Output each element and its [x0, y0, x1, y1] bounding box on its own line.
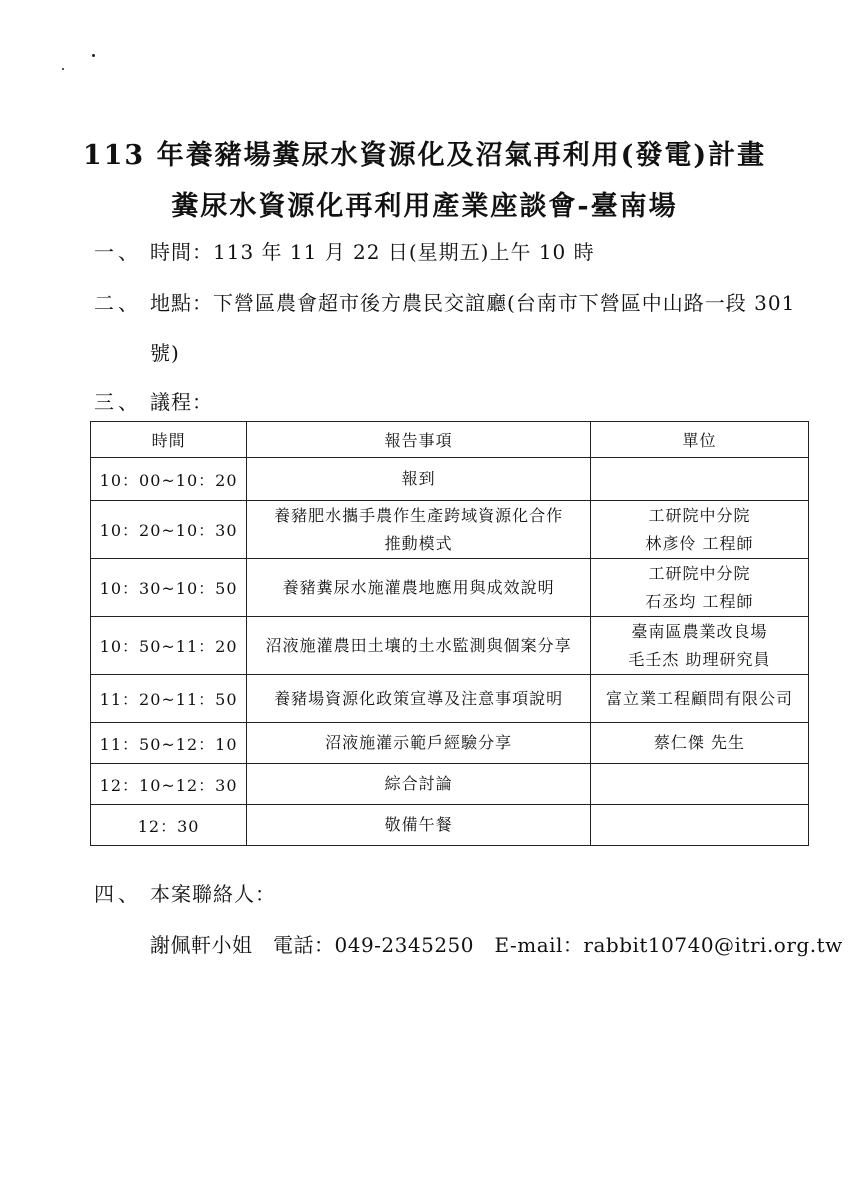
topic-line: 綜合討論	[384, 774, 453, 793]
row-unit	[590, 675, 808, 723]
section-number-contact: 四、	[94, 882, 142, 906]
scan-speck	[92, 54, 95, 57]
row-topic	[247, 501, 591, 559]
row-time: 12：10~12：30	[91, 764, 247, 805]
topic-line: 敬備午餐	[384, 815, 453, 834]
table-header-row	[91, 422, 809, 458]
row-time: 12：30	[91, 805, 247, 846]
topic-line: 沼液施灌示範戶經驗分享	[325, 733, 513, 752]
row-time: 10：20~10：30	[91, 501, 247, 559]
document-subtitle: 糞尿水資源化再利用產業座談會-臺南場	[171, 191, 678, 222]
table-row	[91, 617, 809, 675]
row-unit	[590, 617, 808, 675]
row-unit	[590, 723, 808, 764]
row-unit	[590, 764, 808, 805]
table-row	[91, 675, 809, 723]
row-topic	[247, 617, 591, 675]
row-time: 10：30~10：50	[91, 559, 247, 617]
unit-line: 工研院中分院	[648, 505, 751, 525]
row-time: 10：00~10：20	[91, 458, 247, 501]
unit-line: 林彥伶 工程師	[645, 533, 754, 553]
row-time: 11：50~12：10	[91, 723, 247, 764]
section-place-continued: 號)	[150, 341, 180, 365]
table-row	[91, 764, 809, 805]
table-row	[91, 458, 809, 501]
section-place: 地點：下營區農會超市後方農民交誼廳(台南市下營區中山路一段 301	[150, 291, 796, 315]
unit-line: 工研院中分院	[648, 563, 751, 583]
row-time: 10：50~11：20	[91, 617, 247, 675]
row-time: 11：20~11：50	[91, 675, 247, 723]
section-contact: 本案聯絡人：	[150, 882, 276, 906]
topic-line: 養豬肥水攜手農作生產跨域資源化合作	[274, 505, 564, 525]
table-row	[91, 559, 809, 617]
row-topic	[247, 764, 591, 805]
header-topic: 報告事項	[247, 422, 591, 458]
unit-line: 毛壬杰 助理研究員	[628, 649, 771, 669]
table-row	[91, 501, 809, 559]
topic-line: 養豬糞尿水施灌農地應用與成效說明	[282, 577, 555, 597]
row-unit	[590, 559, 808, 617]
row-topic	[247, 675, 591, 723]
document-title: 113 年養豬場糞尿水資源化及沼氣再利用(發電)計畫	[82, 140, 767, 171]
unit-line: 臺南區農業改良場	[631, 621, 768, 641]
unit-line: 蔡仁傑 先生	[653, 733, 746, 752]
row-topic	[247, 805, 591, 846]
topic-line: 養豬場資源化政策宣導及注意事項說明	[274, 688, 564, 708]
topic-line: 沼液施灌農田土壤的土水監測與個案分享	[265, 635, 572, 655]
section-number-place: 二、	[94, 291, 142, 315]
topic-line: 推動模式	[384, 533, 453, 553]
row-unit	[590, 458, 808, 501]
row-unit	[590, 805, 808, 846]
section-number-time: 一、	[94, 240, 142, 264]
agenda-table	[90, 421, 809, 846]
topic-line: 報到	[401, 469, 436, 488]
header-time: 時間	[91, 422, 247, 458]
table-row	[91, 805, 809, 846]
contact-detail: 謝佩軒小姐 電話：049-2345250 E-mail：rabbit10740@itri.org.tw	[150, 933, 843, 957]
header-unit: 單位	[590, 422, 808, 458]
section-time: 時間：113 年 11 月 22 日(星期五)上午 10 時	[150, 240, 595, 264]
scan-speck	[62, 68, 64, 70]
row-topic	[247, 723, 591, 764]
row-topic	[247, 559, 591, 617]
unit-line: 富立業工程顧問有限公司	[605, 688, 793, 708]
section-agenda: 議程：	[150, 390, 213, 414]
table-row	[91, 723, 809, 764]
unit-line: 石丞均 工程師	[645, 591, 754, 611]
section-number-agenda: 三、	[94, 390, 142, 414]
row-unit	[590, 501, 808, 559]
row-topic	[247, 458, 591, 501]
